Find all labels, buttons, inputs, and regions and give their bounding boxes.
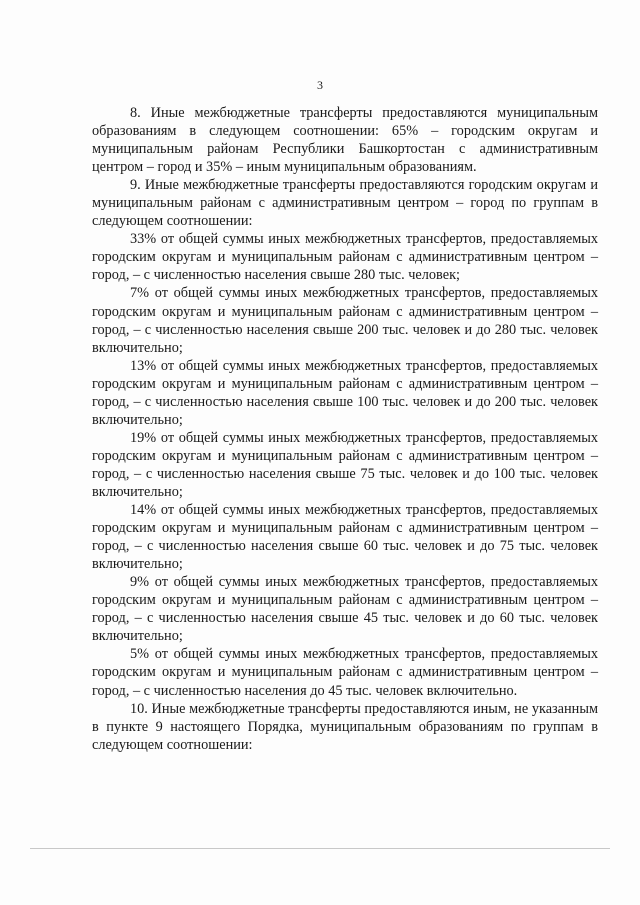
group-share-33: 33% от общей суммы иных межбюджетных трансфертов, предоставляемых городским округам и муниципальным районам с административным центром – город, – с численностью населения свыше 280 тыс. человек; — [92, 231, 598, 284]
paragraph-item-8: 8. Иные межбюджетные трансферты предоставляются муниципальным образованиям в следующем соотношении: 65% – городским округам и муниципальным районам Республики Башкортостан с административным центром – город и 35% – иным муниципальным образованиям. — [92, 105, 598, 176]
paragraph-item-9: 9. Иные межбюджетные трансферты предоставляются городским округам и муниципальным районам с административным центром – город по группам в следующем соотношении: — [92, 177, 598, 230]
group-share-13: 13% от общей суммы иных межбюджетных трансфертов, предоставляемых городским округам и муниципальным районам с административным центром – город, – с численностью населения свыше 100 тыс. человек и до 200 тыс. человек включительно; — [92, 357, 598, 428]
group-share-14: 14% от общей суммы иных межбюджетных трансфертов, предоставляемых городским округам и муниципальным районам с административным центром – город, – с численностью населения свыше 60 тыс. человек и до 75 тыс. человек включительно; — [92, 502, 598, 573]
group-share-5: 5% от общей суммы иных межбюджетных трансфертов, предоставляемых городским округам и муниципальным районам с административным центром – город, – с численностью населения до 45 тыс. человек включительно. — [92, 646, 598, 699]
page-number: 3 — [317, 78, 323, 92]
group-share-19: 19% от общей суммы иных межбюджетных трансфертов, предоставляемых городским округам и муниципальным районам с административным центром – город, – с численностью населения свыше 75 тыс. человек и до 100 тыс. человек включительно; — [92, 429, 598, 500]
document-body — [92, 104, 598, 754]
page-bottom-divider — [30, 848, 610, 849]
group-share-9: 9% от общей суммы иных межбюджетных трансфертов, предоставляемых городским округам и муниципальным районам с административным центром – город, – с численностью населения свыше 45 тыс. человек и до 60 тыс. человек включительно; — [92, 574, 598, 645]
paragraph-item-10: 10. Иные межбюджетные трансферты предоставляются иным, не указанным в пункте 9 настоящего Порядка, муниципальным образованиям по группам в следующем соотношении: — [92, 700, 598, 753]
group-share-7: 7% от общей суммы иных межбюджетных трансфертов, предоставляемых городским округам и муниципальным районам с административным центром – город, – с численностью населения свыше 200 тыс. человек и до 280 тыс. человек включительно; — [92, 285, 598, 356]
